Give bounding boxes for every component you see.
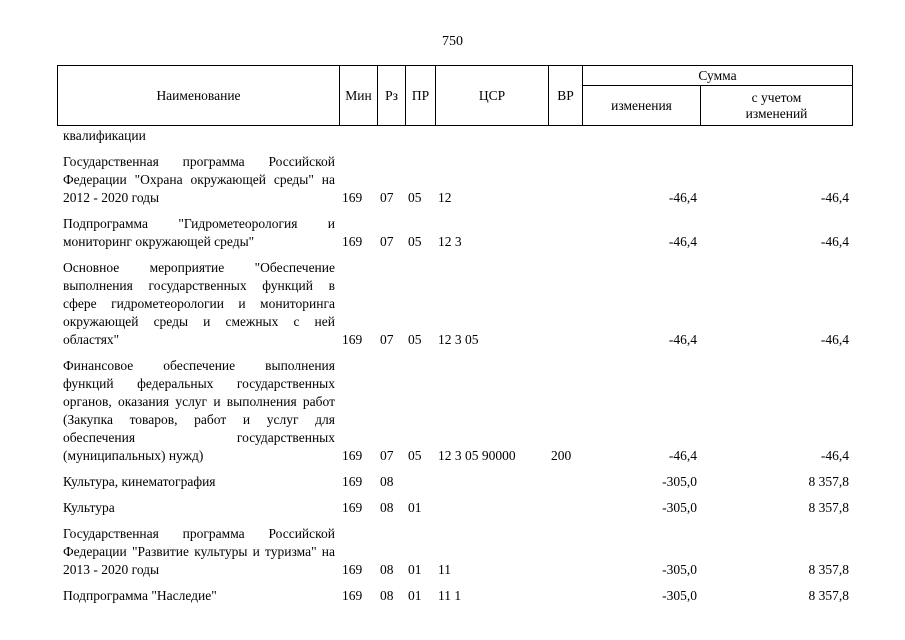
header-csr: ЦСР: [436, 66, 549, 126]
row-rz: 08: [380, 562, 394, 577]
row-vr: [548, 499, 582, 517]
header-min: Мин: [340, 66, 378, 126]
row-total: -46,4: [820, 190, 849, 205]
table-row: [57, 587, 852, 605]
row-csr: 11 1: [438, 588, 462, 603]
row-change: -46,4: [668, 448, 697, 463]
header-vr: ВР: [549, 66, 583, 126]
row-name: Подпрограмма "Наследие": [63, 588, 217, 603]
row-rz: 08: [380, 474, 394, 489]
row-pr: 05: [408, 448, 422, 463]
row-min: 169: [342, 332, 363, 347]
table-row: [57, 525, 852, 579]
row-name: Финансовое обеспечение выполнения функций федеральных государственных органов, оказания услуг и выполнения работ (Закупка товаров, работ и услуг для обеспечения государственных (муниципальных) нужд): [63, 358, 335, 463]
row-change: -46,4: [668, 190, 697, 205]
row-pr: 01: [408, 588, 422, 603]
row-change: -305,0: [662, 588, 697, 603]
row-csr: 12 3: [438, 234, 462, 249]
row-pr: 05: [408, 234, 422, 249]
row-vr: [548, 259, 582, 349]
row-rz: 07: [380, 332, 394, 347]
budget-table: [57, 127, 852, 605]
header-pr: ПР: [406, 66, 436, 126]
row-change: -46,4: [668, 332, 697, 347]
row-min: 169: [342, 234, 363, 249]
row-csr: 11: [438, 562, 451, 577]
row-total: 8 357,8: [808, 562, 849, 577]
row-csr: 12 3 05 90000: [438, 448, 516, 463]
row-spacer: [57, 349, 852, 357]
header-with-changes-line1: с учетом: [751, 89, 802, 105]
row-spacer: [57, 579, 852, 587]
row-vr: [548, 215, 582, 251]
row-min: 169: [342, 190, 363, 205]
row-rz: [377, 127, 405, 145]
row-total: -46,4: [820, 234, 849, 249]
header-change: изменения: [583, 86, 701, 126]
table-row: [57, 153, 852, 207]
row-rz: 07: [380, 234, 394, 249]
row-total: 8 357,8: [808, 500, 849, 515]
row-name: Культура: [63, 500, 115, 515]
table-row: [57, 473, 852, 491]
row-name: Подпрограмма "Гидрометеорология и мониторинг окружающей среды": [63, 216, 335, 249]
row-change: -305,0: [662, 562, 697, 577]
table-row: [57, 499, 852, 517]
row-total: 8 357,8: [808, 588, 849, 603]
row-name: Основное мероприятие "Обеспечение выполнения государственных функций в сфере гидрометеорологии и мониторинга окружающей среды и смежных с ней областях": [63, 260, 335, 347]
row-spacer: [57, 145, 852, 153]
header-name: Наименование: [58, 66, 340, 126]
row-rz: 07: [380, 190, 394, 205]
row-rz: 07: [380, 448, 394, 463]
row-spacer: [57, 465, 852, 473]
row-vr: [548, 153, 582, 207]
row-rz: 08: [380, 500, 394, 515]
row-change: [582, 127, 700, 145]
row-csr: 12 3 05: [438, 332, 479, 347]
table-row: [57, 127, 852, 145]
row-pr: [405, 127, 435, 145]
page-number: 750: [442, 34, 463, 49]
header-with-changes-line2: изменений: [745, 105, 808, 121]
row-min: 169: [342, 588, 363, 603]
row-name: квалификации: [63, 128, 146, 143]
row-min: 169: [342, 500, 363, 515]
row-csr: 12: [438, 190, 452, 205]
row-vr: [548, 473, 582, 491]
header-sum: Сумма: [583, 66, 853, 86]
row-min: 169: [342, 448, 363, 463]
row-vr: [548, 127, 582, 145]
row-total: [700, 127, 852, 145]
row-spacer: [57, 251, 852, 259]
row-min: [339, 127, 377, 145]
row-pr: [405, 473, 435, 491]
row-pr: 05: [408, 190, 422, 205]
row-min: 169: [342, 562, 363, 577]
row-vr: [548, 525, 582, 579]
table-header: [57, 65, 853, 126]
row-pr: 01: [408, 562, 422, 577]
row-spacer: [57, 517, 852, 525]
row-name: Культура, кинематография: [63, 474, 216, 489]
table-row: [57, 259, 852, 349]
row-total: -46,4: [820, 332, 849, 347]
row-change: -305,0: [662, 500, 697, 515]
row-spacer: [57, 207, 852, 215]
table-row: [57, 357, 852, 465]
row-change: -305,0: [662, 474, 697, 489]
row-vr: [548, 587, 582, 605]
row-pr: 05: [408, 332, 422, 347]
row-total: 8 357,8: [808, 474, 849, 489]
row-total: -46,4: [820, 448, 849, 463]
row-csr: [435, 499, 548, 517]
table-row: [57, 215, 852, 251]
header-with-changes: [701, 86, 853, 126]
row-csr: [435, 473, 548, 491]
row-name: Государственная программа Российской Федерации "Охрана окружающей среды" на 2012 - 2020 годы: [63, 154, 335, 205]
row-change: -46,4: [668, 234, 697, 249]
row-rz: 08: [380, 588, 394, 603]
header-rz: Рз: [378, 66, 406, 126]
row-spacer: [57, 491, 852, 499]
row-csr: [435, 127, 548, 145]
row-min: 169: [342, 474, 363, 489]
row-pr: 01: [408, 500, 422, 515]
row-vr: 200: [551, 448, 572, 463]
row-name: Государственная программа Российской Федерации "Развитие культуры и туризма" на 2013 - 2020 годы: [63, 526, 335, 577]
